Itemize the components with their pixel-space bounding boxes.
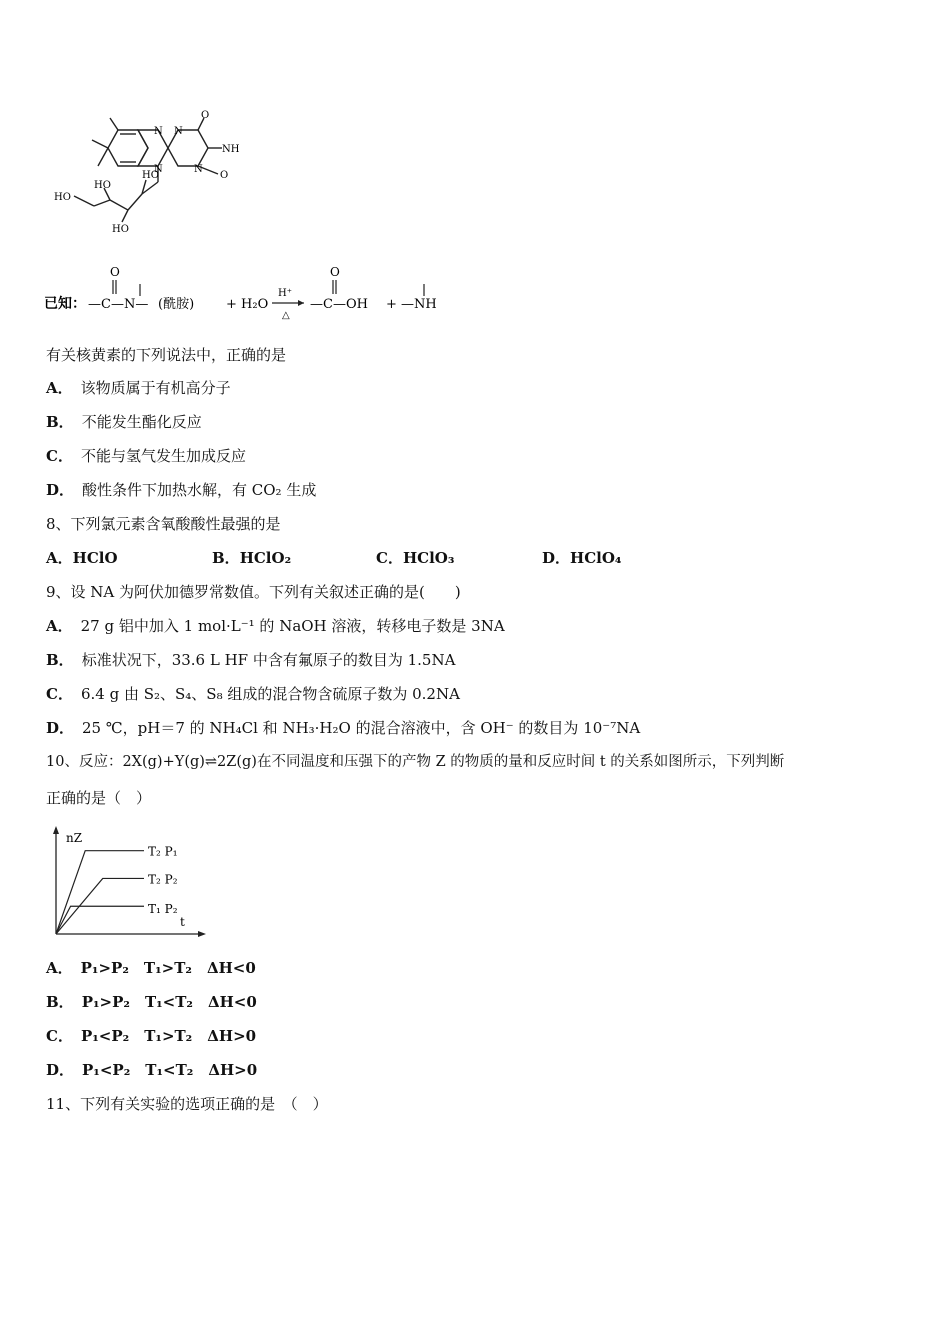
option-label: A． — [46, 617, 73, 635]
option-text: 酸性条件下加热水解，有 CO₂ 生成 — [82, 481, 317, 499]
option-label: B． — [46, 993, 74, 1011]
known-catalyst: H⁺ — [278, 288, 292, 299]
q8-option-c — [376, 548, 454, 568]
q10-option-c — [46, 1026, 256, 1046]
q8-option-b — [212, 548, 291, 568]
q10-chart — [40, 822, 220, 942]
q11-stem: 11、下列有关实验的选项正确的是 （ ） — [46, 1095, 328, 1113]
option-text: P₁<P₂ T₁>T₂ ΔH>0 — [80, 1027, 257, 1045]
mol-ho2: HO — [94, 180, 111, 191]
option-label: A． — [46, 549, 73, 567]
option-text: P₁>P₂ T₁<T₂ ΔH<0 — [81, 993, 257, 1011]
chart-series-label-1: T₂ P₁ — [148, 844, 178, 859]
option-text: HClO₄ — [570, 549, 622, 567]
mol-o-top: O — [201, 110, 210, 121]
q8-options — [46, 548, 746, 568]
option-label: B． — [46, 651, 74, 669]
known-o2: O — [330, 265, 340, 279]
mol-ho4: HO — [112, 224, 129, 235]
q9-option-a — [46, 616, 505, 636]
chart-series-line-1 — [56, 851, 144, 934]
option-text: 标准状况下，33.6 L HF 中含有氟原子的数目为 1.5NA — [81, 651, 456, 669]
q10-stem-line2: 正确的是（ ） — [46, 789, 152, 807]
known-amide-note: (酰胺) — [158, 297, 195, 312]
option-text: 27 g 铝中加入 1 mol·L⁻¹ 的 NaOH 溶液，转移电子数是 3NA — [80, 617, 505, 635]
known-o1: O — [110, 265, 120, 279]
mol-n3: N — [174, 126, 183, 137]
q8-stem: 8、下列氯元素含氧酸酸性最强的是 — [46, 515, 281, 533]
mol-ho3: HO — [142, 170, 159, 181]
mol-ho1: HO — [54, 192, 71, 203]
option-text: HClO — [72, 549, 118, 567]
option-label: C． — [46, 685, 73, 703]
q9-option-c — [46, 684, 460, 704]
q7-option-c — [46, 446, 246, 466]
option-label: A． — [46, 959, 73, 977]
option-label: B． — [46, 413, 74, 431]
q8-option-d — [542, 548, 621, 568]
option-text: 6.4 g 由 S₂、S₄、S₈ 组成的混合物含硫原子数为 0.2NA — [80, 685, 460, 703]
chart-xlabel: t — [180, 915, 185, 929]
known-prefix: 已知： — [44, 296, 86, 312]
option-text: 25 ℃，pH＝7 的 NH₄Cl 和 NH₃·H₂O 的混合溶液中，含 OH⁻ 的数目为 10⁻⁷NA — [82, 719, 641, 737]
option-text: 不能与氢气发生加成反应 — [80, 447, 246, 465]
option-label: D． — [46, 481, 75, 499]
riboflavin-structure — [50, 110, 270, 240]
known-plus-amine: + —NH — [386, 297, 437, 312]
option-text: HClO₂ — [239, 549, 292, 567]
mol-nh: NH — [222, 144, 240, 155]
q7-option-b — [46, 412, 202, 432]
option-text: 不能发生酯化反应 — [81, 413, 202, 431]
q10-option-b — [46, 992, 257, 1012]
option-text: HClO₃ — [402, 549, 455, 567]
mol-n4: N — [194, 164, 203, 175]
q7-option-a — [46, 378, 231, 398]
option-label: D． — [542, 549, 571, 567]
chart-series-label-2: T₂ P₂ — [148, 872, 178, 887]
option-label: A． — [46, 379, 73, 397]
mol-o-right: O — [220, 170, 229, 181]
q10-option-d — [46, 1060, 257, 1080]
option-text: 该物质属于有机高分子 — [80, 379, 231, 397]
q7-stem: 有关核黄素的下列说法中，正确的是 — [46, 346, 287, 364]
mol-n2: N — [154, 164, 163, 175]
known-product-acid: —C—OH — [310, 297, 368, 312]
known-heat: △ — [282, 310, 290, 321]
q10-stem-line1: 10、反应：2X(g)+Y(g)⇌2Z(g)在不同温度和压强下的产物 Z 的物质的量和反应时间 t 的关系如图所示，下列判断 — [46, 754, 785, 770]
option-text: P₁<P₂ T₁<T₂ ΔH>0 — [82, 1061, 258, 1079]
option-label: B． — [212, 549, 240, 567]
chart-series-line-3 — [56, 906, 144, 934]
chart-series-label-3: T₁ P₂ — [148, 902, 178, 917]
option-label: D． — [46, 1061, 75, 1079]
q9-stem: 9、设 NA 为阿伏加德罗常数值。下列有关叙述正确的是( ) — [46, 583, 461, 601]
option-text: P₁>P₂ T₁>T₂ ΔH<0 — [80, 959, 256, 977]
q10-option-a — [46, 958, 256, 978]
q8-option-a — [46, 548, 118, 568]
q7-option-d — [46, 480, 316, 500]
option-label: D． — [46, 719, 75, 737]
mol-n1: N — [154, 126, 163, 137]
option-label: C． — [376, 549, 403, 567]
option-label: C． — [46, 1027, 73, 1045]
chart-ylabel: nZ — [66, 831, 83, 845]
q9-option-b — [46, 650, 455, 670]
option-label: C． — [46, 447, 73, 465]
known-amide: —C—N— — [88, 297, 149, 312]
amide-hydrolysis-equation — [44, 262, 464, 322]
known-water: + H₂O — [226, 297, 269, 312]
q9-option-d — [46, 718, 640, 738]
